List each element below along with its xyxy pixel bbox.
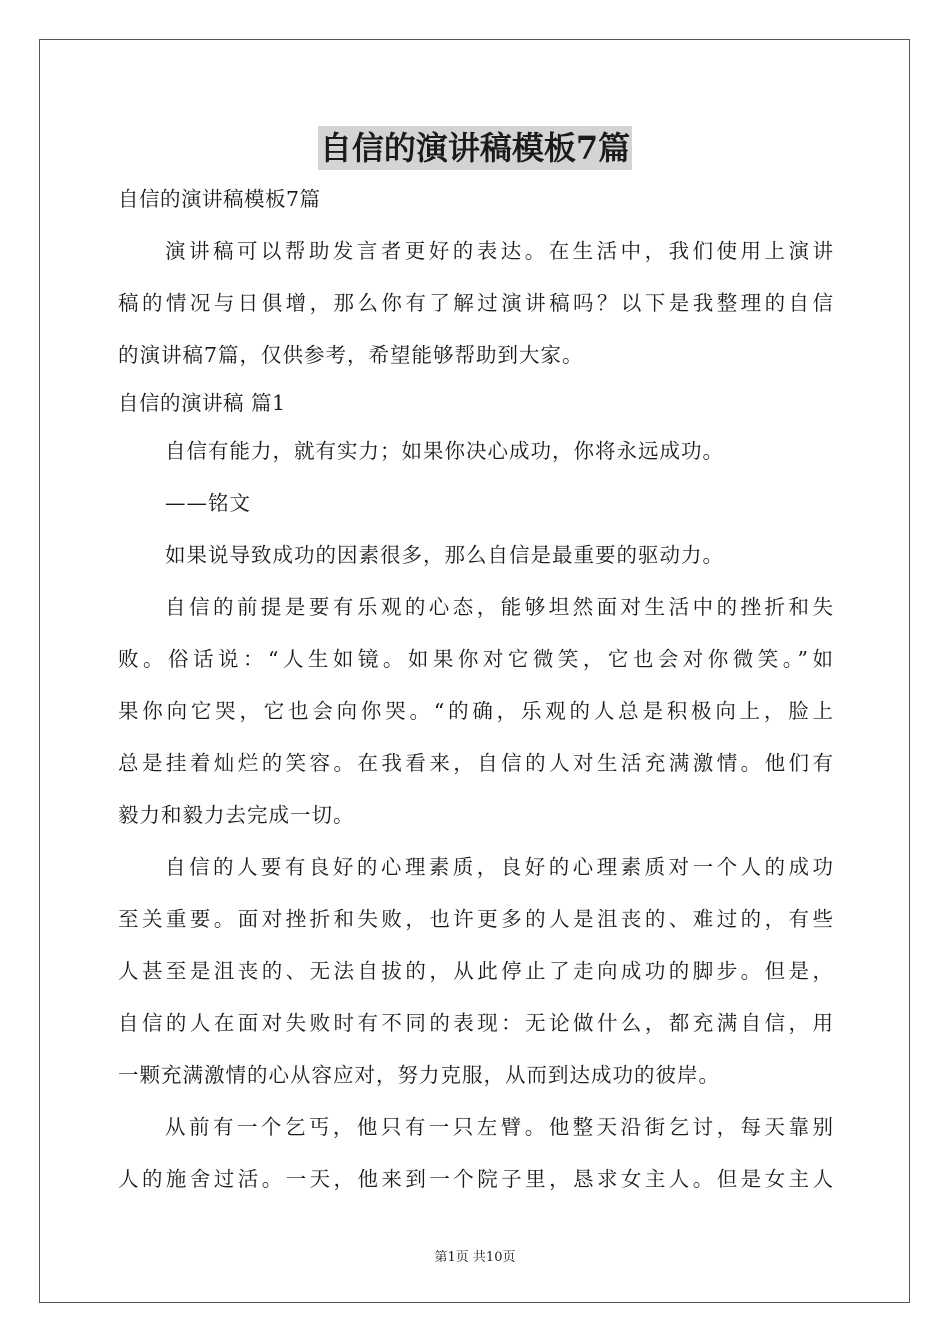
title-container [0,126,950,170]
page-footer [0,1246,950,1265]
intro-paragraph [118,225,834,381]
page-number: 第1页 共10页 [434,1250,516,1265]
paragraph-optimism [118,581,834,841]
paragraph-line: 稿的情况与日俱增，那么你有了解过演讲稿吗？以下是我整理的自信 [118,291,834,315]
document-subtitle: 自信的演讲稿模板7篇 [118,187,321,211]
paragraph-line: 果你向它哭，它也会向你哭。“的确，乐观的人总是积极向上，脸上 [118,699,834,723]
motto-author: ——铭文 [165,491,251,515]
paragraph-line: 自信的前提是要有乐观的心态，能够坦然面对生活中的挫折和失 [165,595,834,619]
paragraph-line: 一颗充满激情的心从容应对，努力克服，从而到达成功的彼岸。 [118,1063,720,1087]
document-title: 自信的演讲稿模板7篇 [318,126,632,170]
paragraph-line: 人的施舍过活。一天，他来到一个院子里，恳求女主人。但是女主人 [118,1167,834,1191]
paragraph-psychology [118,841,834,1101]
paragraph-line: 至关重要。面对挫折和失败，也许更多的人是沮丧的、难过的，有些 [118,907,834,931]
paragraph-line: 自信的人在面对失败时有不同的表现：无论做什么，都充满自信，用 [118,1011,834,1035]
paragraph-line: 从前有一个乞丐，他只有一只左臂。他整天沿街乞讨，每天靠别 [165,1115,834,1139]
paragraph-line: 总是挂着灿烂的笑容。在我看来，自信的人对生活充满激情。他们有 [118,751,834,775]
paragraph-line: 败。俗话说：“人生如镜。如果你对它微笑，它也会对你微笑。”如 [118,647,834,671]
paragraph-line: 毅力和毅力去完成一切。 [118,803,355,827]
paragraph-line: 人甚至是沮丧的、无法自拔的，从此停止了走向成功的脚步。但是， [118,959,834,983]
paragraph-line: 如果说导致成功的因素很多，那么自信是最重要的驱动力。 [165,543,724,567]
paragraph-line: 的演讲稿7篇，仅供参考，希望能够帮助到大家。 [118,343,584,367]
section-heading: 自信的演讲稿 篇1 [118,391,286,415]
paragraph-beggar-story [118,1101,834,1205]
motto-line: 自信有能力，就有实力；如果你决心成功，你将永远成功。 [165,439,724,463]
document-body [118,177,834,1205]
paragraph-line: 自信的人要有良好的心理素质，良好的心理素质对一个人的成功 [165,855,834,879]
paragraph-line: 演讲稿可以帮助发言者更好的表达。在生活中，我们使用上演讲 [165,239,834,263]
